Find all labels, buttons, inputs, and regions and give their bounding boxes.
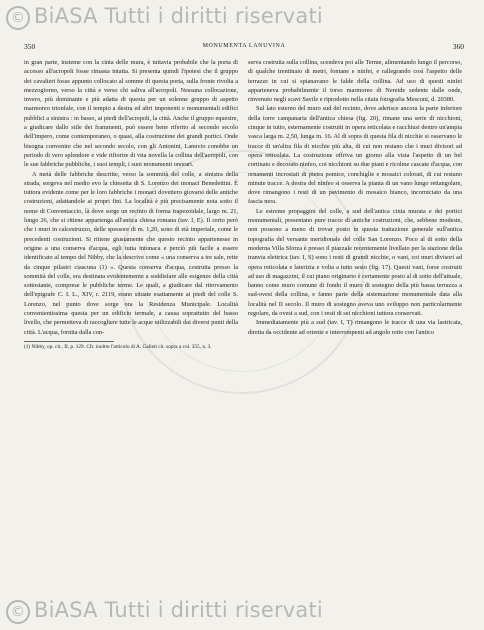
paragraph: A metà delle fabbriche descritte, verso la sommità del colle, a sinistra della strada, sorgeva nel medio evo la chiesetta di S. Lorenzo dei monaci Benedettini. È tuttora evidente come per le loro fabbriche i monaci dovettero giovarsi delle antiche costruzioni, adattandole ai propri fini. La località è più precisamente nota sotto il nome di Conventaccio, là dove sorge un recinto di forma trapezoidale, largo m. 21, lungo 26, che si ritiene appartenga all'antica chiesa romana (tav. I, E). Il certo però che i muri in calcestruzzo, delle spessore di m. 1,20, sono di età imperiale, come le precedenti costruzioni. Si ritiene giustamente che questo recinto appartenesse in origine a una conserva d'acqua, egli tutta intonaca e perciò più facile a essere identificato al tempo del Nibby, che la descrive come « una conserva a tre sale, rette da cinque pilastri ciascuna (1) ». Questa conserva d'acqua, costruita presso la sommità del colle, era destinata evidentemente a soddisfare alle esigenze della città sottostante, comprese le pubbliche terme. Le quali, a giudicare dal ritrovamento dell'epigrafe C. I. L., XIV, r. 2119, erano situate esattamente ai piedi del colle S. Lorenzo, nel punto dove sorge ora la Residenza Municipale. Località convenientissima questa per un edificio termale, a causa soprattutto del basso livello, che permetteva di raccogliere tutte le acque utilizzabili dai diversi punti della città. L'acqua, fornita dalla con- bbox=[24, 170, 238, 336]
watermark-bottom bbox=[6, 598, 323, 624]
paragraph: Sul lato esterno del muro sud del recinto, dove aderisce ancora la parte inferiore della torre campanaria dell'antica chiesa (fig. 20), rimane una serie di nicchioni, cinque in tutto, esternamente costruiti in opera reticolata e racchiusi dentro un'ampia vasca larga m. 2,50, lunga m. 16. Al di sopra di questa fila di nicchie si osservano le tracce di un'altra fila di nicchie più alta, di cui non restano che i muri divisori ad opera reticolata. La costruzione offriva un giorno alla vista l'aspetto di un bel cortinato e decorato ninfeo, coi nicchioni su due piani e ricolme cascate d'acqua, con ornamenti incrostati di pietra pomice, conchiglie e mosaici colorati, di cui restano minute tracce. A destra del ninfeo si osserva la pianta di un vano lungo rettangolare, dove rimangono i resti di un pavimento di mosaico bianco, incorniciato da una fascia nera. bbox=[248, 105, 462, 206]
running-head bbox=[24, 42, 464, 54]
paragraph: in gran parte, insieme con la cinta delle mura, è tuttavia probabile che la porta di accesso all'acropoli fosse rimasta intatta. Si presenta quindi l'ipotesi che il gruppo dei cavalieri fosse appunto collocato al somme di questa porta, sulla fronte rivolta a mezzogiorno, verso la città e verso chi saliva all'acropoli. Nessuna collocazione, invero, più dominante e più adatta di questa per un solenne gruppo di aspetto marmoreo trionfale, con il tempio a destra ed altri imponenti e monumentali edifici pubblici a sinistra : in basso, ai piedi dell'acropoli, la città. Anche il gruppo equestre, a giudicare dallo stile dei frammenti, può essere bene riferito al secondo secolo dell'impero, come contemporaneo, o quasi, alla costruzione dei grandi portici. Onde bisogna convenire che nel secondo secolo, con gli Antonini, Lanuvio conobbe un periodo di vero splendore e vide rifiorire di vita novella la collina dell'acropoli, con le sue fabbriche pubbliche, i suoi templi, i suoi monumenti onorari. bbox=[24, 59, 238, 169]
left-column bbox=[24, 58, 238, 351]
watermark-top bbox=[6, 4, 323, 30]
right-column bbox=[248, 58, 462, 337]
copyright-icon: © bbox=[6, 600, 30, 624]
page-number-left: 350 bbox=[24, 42, 36, 51]
footnote: (1) Nibby, op. cit., II, p. 129. Cfr. inoltre l'articolo di A. Galieti cit. sopra a col. 355, n. 3. bbox=[24, 343, 212, 350]
copyright-icon: © bbox=[6, 6, 30, 30]
paragraph: Immediatamente più a sud (tav. I, T) rimangono le tracce di una via lastricata, diretta da occidente ad oriente e interrompenti ad angolo retto con l'antico bbox=[248, 319, 462, 336]
watermark-bottom-text: BiASA Tutti i diritti riservati bbox=[34, 598, 323, 622]
paragraph: serva costruita sulla collina, scendeva poi alle Terme, alimentando lungo il percorso, di qualche trentinaio di metri, fontane e ninfei, e rallegrando così l'aspetto delle terrazze in cui si spianavano le falde della collina. Ad uso di questi ninfei apparteneva probabilmente il torso marmoreo di Nereide sedente dalle onde, rinvenuto negli scavi Savile e riprodotto nella citata fotografia Mesconi, d. 20380. bbox=[248, 59, 462, 104]
page-number-right: 360 bbox=[452, 42, 464, 51]
running-title: MONUMENTA LANUVINA bbox=[202, 43, 286, 49]
paragraph: Le estreme propaggini del colle, a sud dell'antica cinta murata e dei portici monumentali, presentano pure tracce di antiche costruzioni, che, sebbene modeste, non possono a meno di trovar posto in questa trattazione generale sull'antica topografia del versante meridionale del colle San Lorenzo. Poco al di sotto della moderna Villa Sforza è presso il piazzale recentemente livellato per la stazione della tranvia elettrica (tav. I, S) sono i resti di grandi nicchie, o vani, coi muri divisori ad opera reticolata e laterizia e volta a tutto sesto (fig. 17). Questi vani, forse costruiti ad uso di magazzini, il cui piano originario è certamente posto al di sotto dell'attuale, hanno come muro comune di fondo il muro di sostegno della più bassa terrazza a sud-ovest della collina, e fanno parte della sistemazione monumentale data alla località nel II secolo. Il muro di sostegno aveva uno sviluppo non particolarmente regolare, da ovest a sud, con i resti di sei nicchioni tuttora conservati. bbox=[248, 207, 462, 318]
watermark-top-text: BiASA Tutti i diritti riservati bbox=[34, 4, 323, 28]
